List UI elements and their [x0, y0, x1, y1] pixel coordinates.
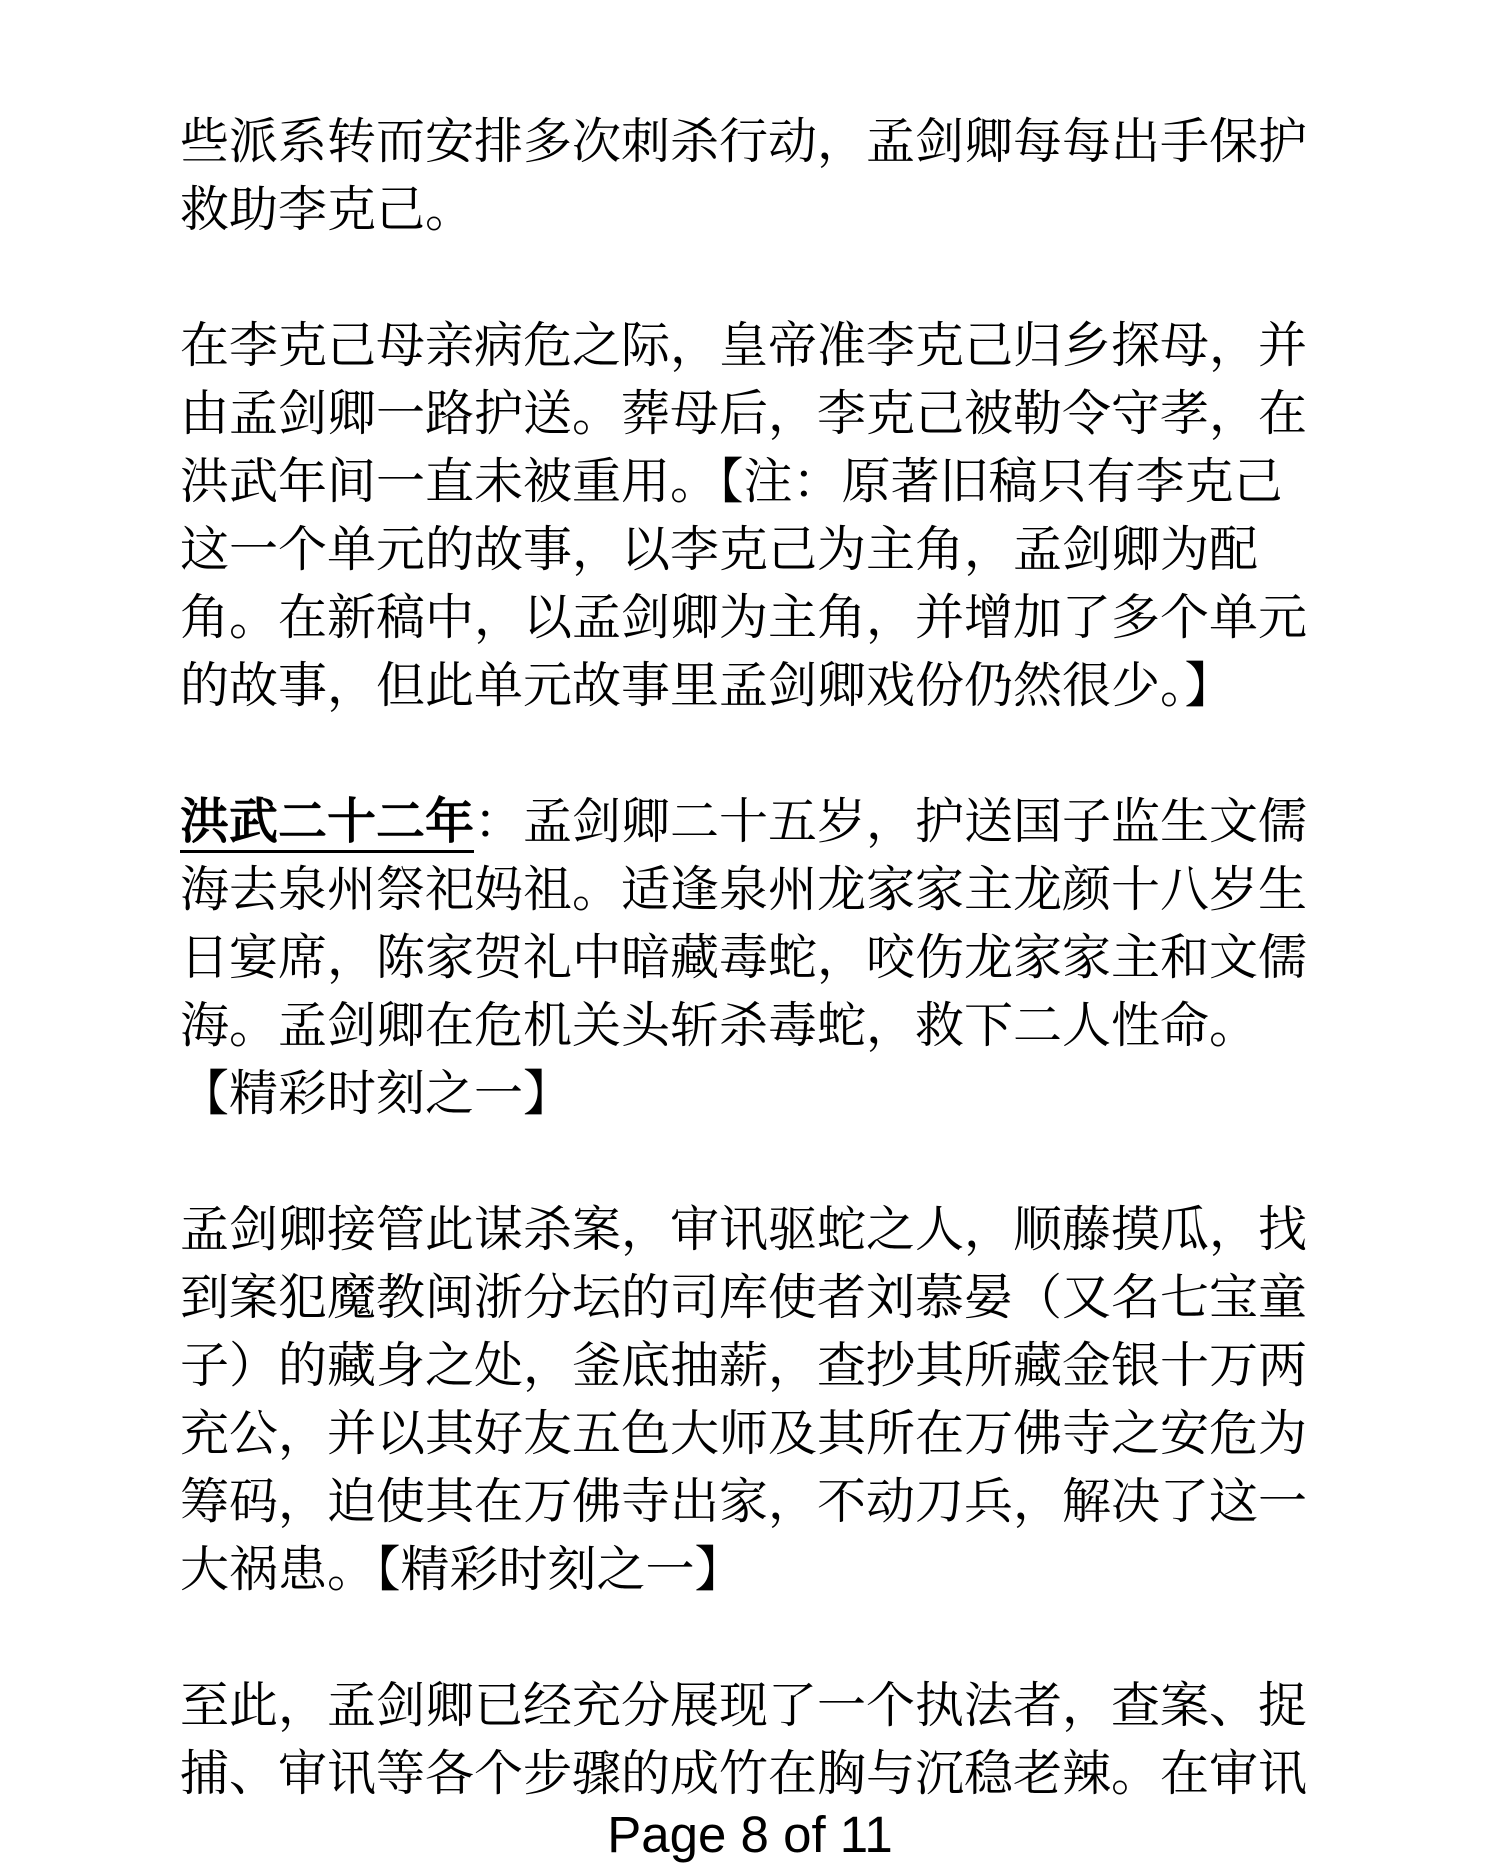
text-line: 由孟剑卿一路护送。葬母后，李克己被勒令守孝，在: [180, 385, 1308, 442]
text-line: 孟剑卿接管此谋杀案，审讯驱蛇之人，顺藤摸瓜，找: [180, 1201, 1308, 1258]
text-line: 充公，并以其好友五色大师及其所在万佛寺之安危为: [180, 1405, 1308, 1462]
text-line: 些派系转而安排多次刺杀行动，孟剑卿每每出手保护: [180, 113, 1308, 170]
page-number: 8: [740, 1806, 769, 1863]
page-prefix: Page: [607, 1806, 727, 1863]
document-body: [180, 108, 1330, 1876]
page-total: 11: [839, 1806, 893, 1863]
text-line: 到案犯魔教闽浙分坛的司库使者刘慕晏（又名七宝童: [180, 1269, 1308, 1326]
text-line: 筹码，迫使其在万佛寺出家，不动刀兵，解决了这一: [180, 1473, 1308, 1530]
text-line: 海。孟剑卿在危机关头斩杀毒蛇，救下二人性命。: [180, 997, 1259, 1054]
paragraph-4: [180, 1196, 1330, 1604]
text-line: 海去泉州祭祀妈祖。适逢泉州龙家家主龙颜十八岁生: [180, 861, 1308, 918]
text-line: 【精彩时刻之一】: [180, 1065, 573, 1122]
paragraph-3: [180, 788, 1330, 1128]
paragraph-2: [180, 312, 1330, 720]
text-line: 捕、审讯等各个步骤的成竹在胸与沉稳老辣。在审讯: [180, 1745, 1308, 1802]
year-heading: 洪武二十二年: [180, 793, 474, 853]
page-footer: [0, 1805, 1500, 1865]
text-line: 角。在新稿中，以孟剑卿为主角，并增加了多个单元: [180, 589, 1308, 646]
text-line: 大祸患。【精彩时刻之一】: [180, 1541, 744, 1598]
text-line: 这一个单元的故事，以李克己为主角，孟剑卿为配: [180, 521, 1259, 578]
text-line: 洪武年间一直未被重用。【注：原著旧稿只有李克己: [180, 453, 1283, 510]
text-line: 子）的藏身之处，釜底抽薪，查抄其所藏金银十万两: [180, 1337, 1308, 1394]
text-line: 救助李克己。: [180, 181, 475, 238]
text-line: 在李克己母亲病危之际，皇帝准李克己归乡探母，并: [180, 317, 1308, 374]
text-line: [180, 788, 1330, 856]
page-of-label: of: [783, 1806, 826, 1863]
paragraph-1: [180, 108, 1330, 244]
paragraph-5: [180, 1672, 1330, 1808]
heading-continuation: ：孟剑卿二十五岁，护送国子监生文儒: [474, 793, 1308, 850]
text-line: 日宴席，陈家贺礼中暗藏毒蛇，咬伤龙家家主和文儒: [180, 929, 1308, 986]
text-line: 至此，孟剑卿已经充分展现了一个执法者，查案、捉: [180, 1677, 1308, 1734]
text-line: 的故事，但此单元故事里孟剑卿戏份仍然很少。】: [180, 657, 1234, 714]
